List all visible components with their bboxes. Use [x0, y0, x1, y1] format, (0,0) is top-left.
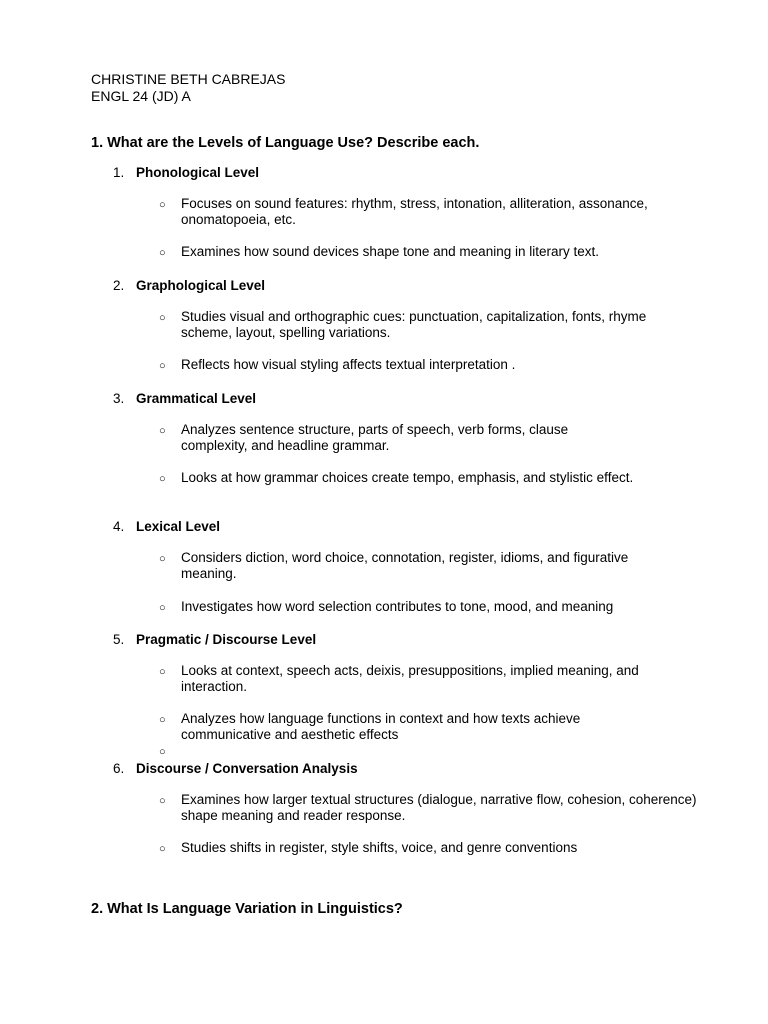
- bullet-marker: ○: [159, 553, 166, 565]
- bullet-marker: ○: [159, 666, 166, 678]
- bullet-marker: ○: [159, 199, 166, 211]
- level-title-graphological: Graphological Level: [136, 278, 266, 293]
- bullet-marker: ○: [159, 714, 166, 726]
- bullet-text: Looks at how grammar choices create tempo, emphasis, and stylistic effect.: [181, 470, 634, 485]
- bullet-text: Considers diction, word choice, connotation, register, idioms, and figurative meaning.: [181, 550, 629, 581]
- level-number: 5.: [113, 632, 125, 647]
- level-number: 1.: [113, 165, 125, 180]
- bullet-marker: ○: [159, 843, 166, 855]
- bullet-marker: ○: [159, 425, 166, 437]
- level-title-grammatical: Grammatical Level: [136, 391, 257, 406]
- bullet-text: Examines how larger textual structures (dialogue, narrative flow, cohesion, coherence) shape meaning and reader response.: [181, 792, 697, 823]
- level-title-pragmatic: Pragmatic / Discourse Level: [136, 632, 317, 647]
- level-number: 6.: [113, 761, 125, 776]
- level-number: 3.: [113, 391, 125, 406]
- bullet-marker: ○: [159, 746, 166, 758]
- bullet-text: Looks at context, speech acts, deixis, presuppositions, implied meaning, and interaction.: [181, 663, 639, 694]
- bullet-text: Investigates how word selection contributes to tone, mood, and meaning: [181, 599, 614, 614]
- bullet-text: Studies shifts in register, style shifts, voice, and genre conventions: [181, 840, 578, 855]
- level-title-lexical: Lexical Level: [136, 519, 221, 534]
- bullet-marker: ○: [159, 247, 166, 259]
- question-1-heading: 1. What are the Levels of Language Use? Describe each.: [91, 135, 480, 151]
- bullet-marker: ○: [159, 473, 166, 485]
- bullet-text: Examines how sound devices shape tone and meaning in literary text.: [181, 244, 599, 259]
- course-code: ENGL 24 (JD) A: [91, 88, 191, 104]
- level-number: 4.: [113, 519, 125, 534]
- level-number: 2.: [113, 278, 125, 293]
- level-title-phonological: Phonological Level: [136, 165, 260, 180]
- bullet-text: Studies visual and orthographic cues: punctuation, capitalization, fonts, rhyme scheme, layout, spelling variations.: [181, 309, 647, 340]
- bullet-text: Focuses on sound features: rhythm, stress, intonation, alliteration, assonance, onomatopoeia, etc.: [181, 196, 648, 227]
- level-title-discourse-conversation: Discourse / Conversation Analysis: [136, 761, 358, 776]
- bullet-marker: ○: [159, 795, 166, 807]
- bullet-text: Analyzes how language functions in context and how texts achieve communicative and aesthetic effects: [181, 711, 581, 742]
- bullet-marker: ○: [159, 602, 166, 614]
- author-name: CHRISTINE BETH CABREJAS: [91, 71, 286, 87]
- bullet-text: Analyzes sentence structure, parts of speech, verb forms, clause complexity, and headline grammar.: [181, 422, 569, 453]
- bullet-marker: ○: [159, 312, 166, 324]
- question-2-heading: 2. What Is Language Variation in Linguistics?: [91, 901, 403, 917]
- bullet-marker: ○: [159, 360, 166, 372]
- bullet-text: Reflects how visual styling affects textual interpretation .: [181, 357, 516, 372]
